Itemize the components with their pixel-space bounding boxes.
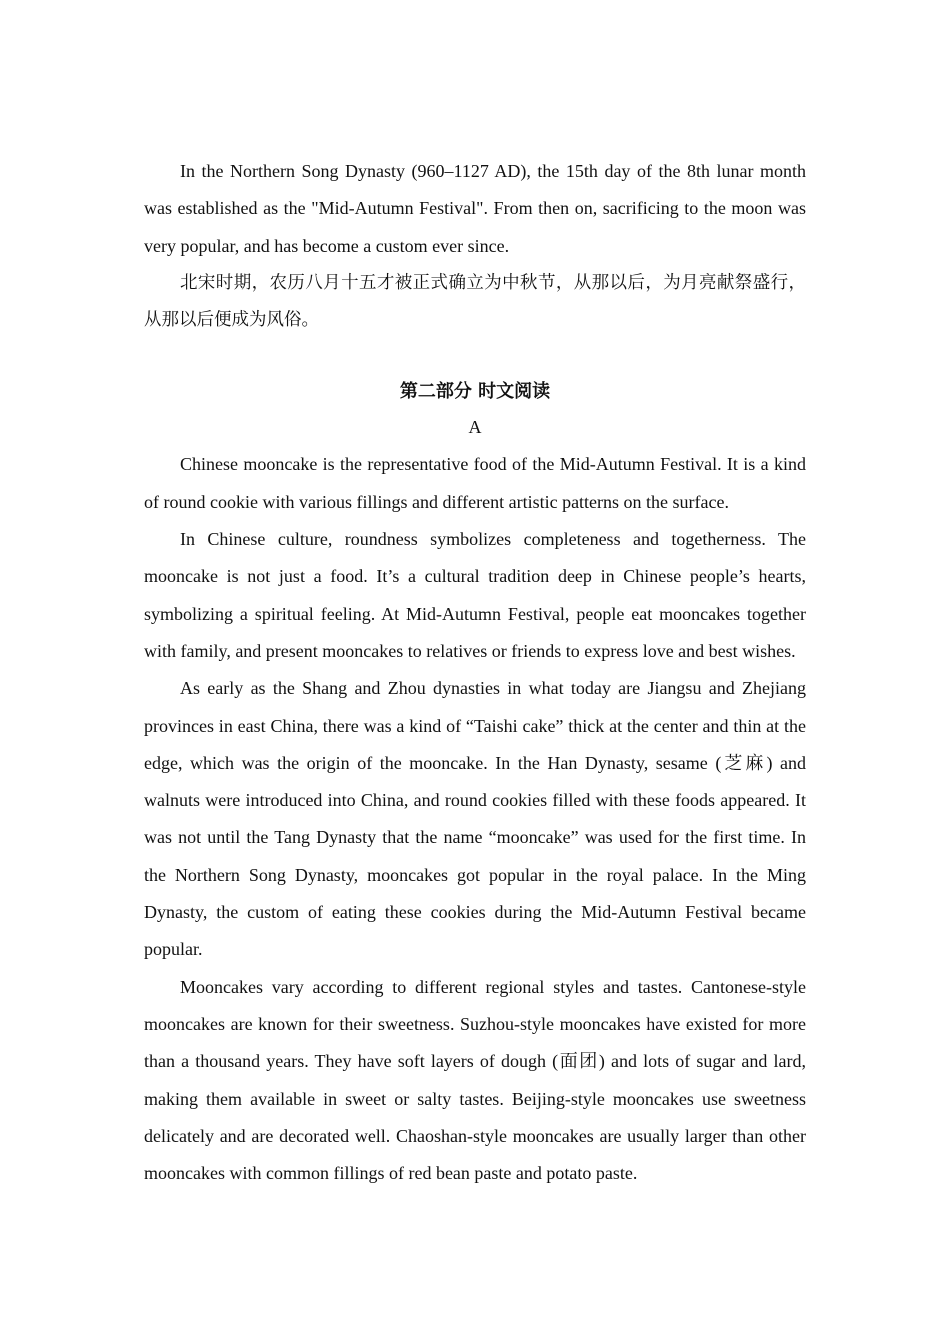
passage-paragraph: As early as the Shang and Zhou dynasties in what today are Jiangsu and Zhejiang provinces in east China, there was a kind of “Taishi cake” thick at the center and thin at the edge, which was the origin of the mooncake. In the Han Dynasty, sesame (芝麻) and walnuts were introduced into China, and round cookies filled with these foods appeared. It was not until the Tang Dynasty that the name “mooncake” was used for the first time. In the Northern Song Dynasty, mooncakes got popular in the royal palace. In the Ming Dynasty, the custom of eating these cookies during the Mid-Autumn Festival became popular. [144, 678, 806, 960]
english-paragraph-song-dynasty: In the Northern Song Dynasty (960–1127 AD), the 15th day of the 8th lunar month was established as the "Mid-Autumn Festival". From then on, sacrificing to the moon was very popular, and has become a custom ever since. [144, 161, 806, 256]
section-heading: 第二部分 时文阅读 [399, 381, 551, 403]
passage-label: A [468, 417, 482, 438]
passage-paragraph: Chinese mooncake is the representative food of the Mid-Autumn Festival. It is a kind of round cookie with various fillings and different artistic patterns on the surface. [144, 454, 806, 512]
chinese-translation-paragraph: 北宋时期，农历八月十五才被正式确立为中秋节，从那以后，为月亮献祭盛行，从那以后便成为风俗。 [144, 272, 806, 331]
passage-paragraph: Mooncakes vary according to different regional styles and tastes. Cantonese-style mooncakes are known for their sweetness. Suzhou-style mooncakes have existed for more than a thousand years. They have soft layers of dough (面团) and lots of sugar and lard, making them available in sweet or salty tastes. Beijing-style mooncakes use sweetness delicately and are decorated well. Chaoshan-style mooncakes are usually larger than other mooncakes with common fillings of red bean paste and potato paste. [144, 976, 806, 1184]
passage-paragraph: In Chinese culture, roundness symbolizes completeness and togetherness. The mooncake is not just a food. It’s a cultural tradition deep in Chinese people’s hearts, symbolizing a spiritual feeling. At Mid-Autumn Festival, people eat mooncakes together with family, and present mooncakes to relatives or friends to express love and best wishes. [144, 529, 806, 661]
document-page [144, 153, 806, 1192]
